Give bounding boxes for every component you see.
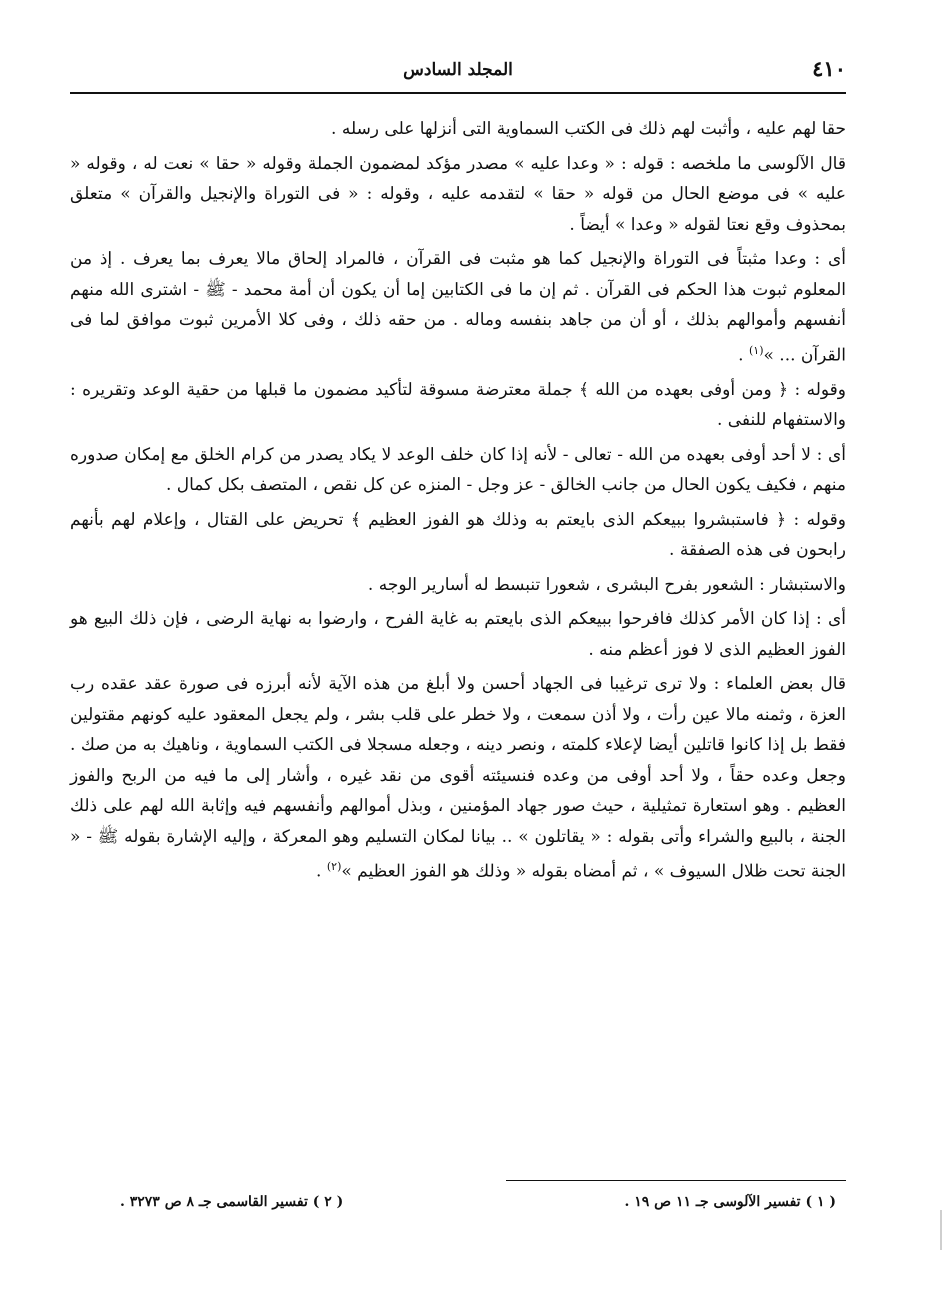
footnote-marker-2: (٢): [326, 860, 342, 874]
footnote-marker-1: (١): [748, 343, 764, 357]
page-header: [70, 52, 846, 94]
footnote-rule: [506, 1180, 846, 1181]
paragraph-3: [70, 244, 846, 371]
paragraph-8: أى : إذا كان الأمر كذلك فافرحوا ببيعكم الذى بايعتم به غاية الفرح ، وارضوا به نهاية الرضى ، فإن ذلك البيع هو الفوز العظيم الذى لا فوز أعظم منه .: [70, 609, 846, 660]
paragraph-1: حقا لهم عليه ، وأثبت لهم ذلك فى الكتب السماوية التى أنزلها على رسله .: [331, 119, 846, 139]
paragraph-9-end: .: [316, 861, 327, 882]
paragraph-3-text: أى : وعدا مثبتاً فى التوراة والإنجيل كما هو مثبت فى القرآن ، فالمراد إلحاق مالا يعرف بما يعرف . إذ من المعلوم ثبوت هذا الحكم فى القرآن . ثم إن ما فى الكتابين إما أن يكون أن أمة محمد - ﷺ - اشترى الله منهم أنفسهم وأموالهم بذلك ، أو أن من جاهد بنفسه وماله . من حقه ذلك ، وفى كلا الأمرين ثبوت موافق لما فى القرآن ... »: [70, 249, 846, 366]
paragraph-9: [70, 669, 846, 887]
paragraph-5: أى : لا أحد أوفى بعهده من الله - تعالى - لأنه إذا كان خلف الوعد لا يكاد يصدر من كرام الخلق مع إمكان صدوره منهم ، فكيف يكون الحال من جانب الخالق - عز وجل - المنزه عن كل نقص ، المتصف بكل كمال .: [70, 444, 846, 496]
paragraph-3-end: .: [738, 345, 749, 366]
paragraph-9-text: قال بعض العلماء : ولا ترى ترغيبا فى الجهاد أحسن ولا أبلغ من هذه الآية لأنه أبرزه فى صورة عقد عقده رب العزة ، وثمنه مالا عين رأت ، ولا أذن سمعت ، ولا خطر على قلب بشر ، ولم يجعل المعقود عليه كونهم مقتولين فقط بل إذا كانوا قاتلين أيضا لإعلاء كلمته ، ونصر دينه ، وجعله مسجلا فى الكتب السماوية ، وناهيك به من صك . وجعل وعده حقاً ، ولا أحد أوفى من وعده فنسيئته أقوى من نقد غيره ، وأشار إلى ما فيه من الربح والفوز العظيم . وهو استعارة تمثيلية ، حيث صور جهاد المؤمنين ، وبذل أموالهم وأنفسهم فيه وإثابة الله لهم على ذلك الجنة ، بالبيع والشراء وأتى بقوله : « يقاتلون » .. بيانا لمكان التسليم وهو المعركة ، وإليه الإشارة بقوله ﷺ - « الجنة تحت ظلال السيوف » ، ثم أمضاه بقوله « وذلك هو الفوز العظيم »: [70, 674, 846, 882]
scan-edge-mark: [940, 1210, 942, 1250]
footnote-1: ( ١ ) تفسير الآلوسى جـ ١١ ص ١٩ .: [624, 1194, 836, 1210]
page-number: ٤١٠: [812, 56, 846, 81]
body-text: [70, 114, 846, 887]
paragraph-2: قال الآلوسى ما ملخصه : قوله : « وعدا عليه » مصدر مؤكد لمضمون الجملة وقوله « حقا » نعت له ، وقوله « عليه » فى موضع الحال من قوله « حقا » لتقدمه عليه ، وقوله : « فى التوراة والإنجيل والقرآن » متعلق بمحذوف وقع نعتا لقوله « وعدا » أيضاً .: [70, 153, 846, 235]
footnotes: [70, 1180, 846, 1220]
paragraph-7: والاستبشار : الشعور بفرح البشرى ، شعورا تنبسط له أسارير الوجه .: [367, 574, 846, 595]
paragraph-6: وقوله : ﴿ فاستبشروا ببيعكم الذى بايعتم به وذلك هو الفوز العظيم ﴾ تحريض على القتال ، وإعلام لهم بأنهم رابحون فى هذه الصفقة .: [70, 509, 846, 561]
document-page: [70, 52, 846, 891]
footnote-2: ( ٢ ) تفسير القاسمى جـ ٨ ص ٣٢٧٣ .: [120, 1194, 344, 1210]
running-title: المجلد السادس: [403, 60, 513, 80]
paragraph-4: وقوله : ﴿ ومن أوفى بعهده من الله ﴾ جملة معترضة مسوقة لتأكيد مضمون ما قبلها من حقية الوعد وتقريره : والاستفهام للنفى .: [70, 379, 846, 431]
